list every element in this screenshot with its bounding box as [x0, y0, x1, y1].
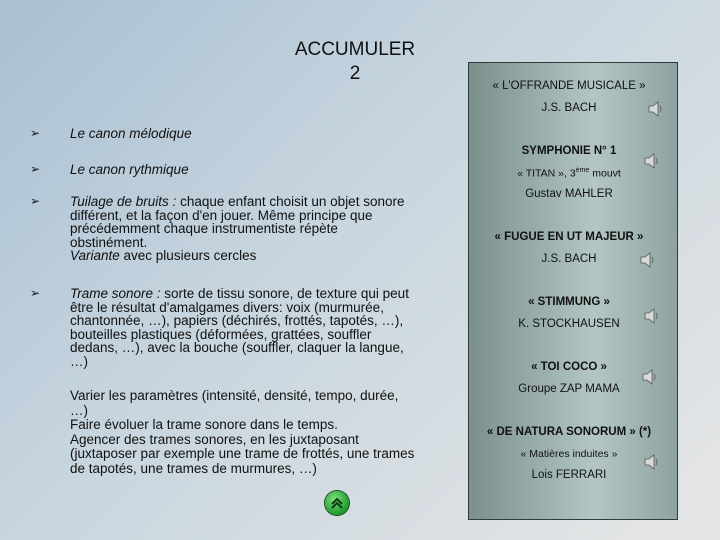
home-up-button[interactable] [325, 491, 349, 515]
fugue-composer: J.S. BACH [541, 253, 597, 265]
toicoco-title: « TOI COCO » [531, 361, 607, 373]
bullet-text: chaque enfant choisit un objet sonore différent, et la façon d'en jouer. Même principe que précédemment chaque instrumentiste répète obstinément. [70, 194, 405, 250]
extra-line: Faire évoluer la trame sonore dans le temps. [70, 417, 338, 432]
stimmung-composer: K. STOCKHAUSEN [518, 318, 620, 330]
listening-panel [468, 62, 678, 520]
natura-composer: Lois FERRARI [531, 469, 607, 481]
bullet-text: Le canon rythmique [70, 162, 189, 177]
stimmung-title: « STIMMUNG » [528, 296, 610, 308]
variant-text: avec plusieurs cercles [119, 248, 257, 263]
speaker-icon[interactable] [639, 251, 659, 269]
bullet-text: sorte de tissu sonore, de texture qui peut être le résultat d'amalgames divers: voix (murmurée, chantonnée, …), papiers (déchirés, frottés, tapotés, …), bouteilles plastiques (déformées, grattées, souffler dedans, …), avec la bouche (souffler, claquer la langue, …) [70, 286, 409, 369]
speaker-icon[interactable] [647, 100, 667, 118]
title-line-1: ACCUMULER [294, 39, 416, 60]
toicoco-artist: Groupe ZAP MAMA [518, 383, 620, 395]
arrow-bullet-icon: ➢ [30, 126, 41, 140]
arrow-bullet-icon: ➢ [30, 162, 41, 176]
fugue-title: « FUGUE EN UT MAJEUR » [494, 231, 644, 243]
speaker-icon[interactable] [643, 152, 663, 170]
speaker-icon[interactable] [643, 307, 663, 325]
titan-subtitle: « TITAN », 3ème mouvt [517, 167, 621, 180]
bullet-lead: Trame sonore : [70, 286, 161, 301]
page-title [270, 38, 440, 86]
natura-title: « DE NATURA SONORUM » (*) [486, 426, 652, 438]
arrow-bullet-icon: ➢ [30, 194, 41, 208]
extra-line: Agencer des trames sonores, en les juxtaposant (juxtaposer par exemple une trame de frottés, une trames de tapotés, une trames de murmures, …) [70, 431, 415, 476]
speaker-icon[interactable] [643, 453, 663, 471]
offrande-composer: J.S. BACH [541, 102, 597, 114]
variant-label: Variante [70, 248, 120, 263]
speaker-icon[interactable] [641, 368, 661, 386]
bullet-lead: Tuilage de bruits : [70, 194, 177, 209]
parameters-text [70, 389, 420, 476]
title-line-2: 2 [349, 63, 361, 84]
symphonie-title: SYMPHONIE N° 1 [521, 145, 617, 157]
mahler-composer: Gustav MAHLER [525, 188, 613, 200]
offrande-title: « L'OFFRANDE MUSICALE » [492, 80, 646, 92]
arrow-bullet-icon: ➢ [30, 286, 41, 300]
home-up-icon [329, 495, 345, 511]
bullet-text: Le canon mélodique [70, 126, 192, 141]
extra-line: Varier les paramètres (intensité, densité, tempo, durée, …) [70, 388, 399, 418]
natura-subtitle: « Matières induites » [520, 448, 618, 460]
